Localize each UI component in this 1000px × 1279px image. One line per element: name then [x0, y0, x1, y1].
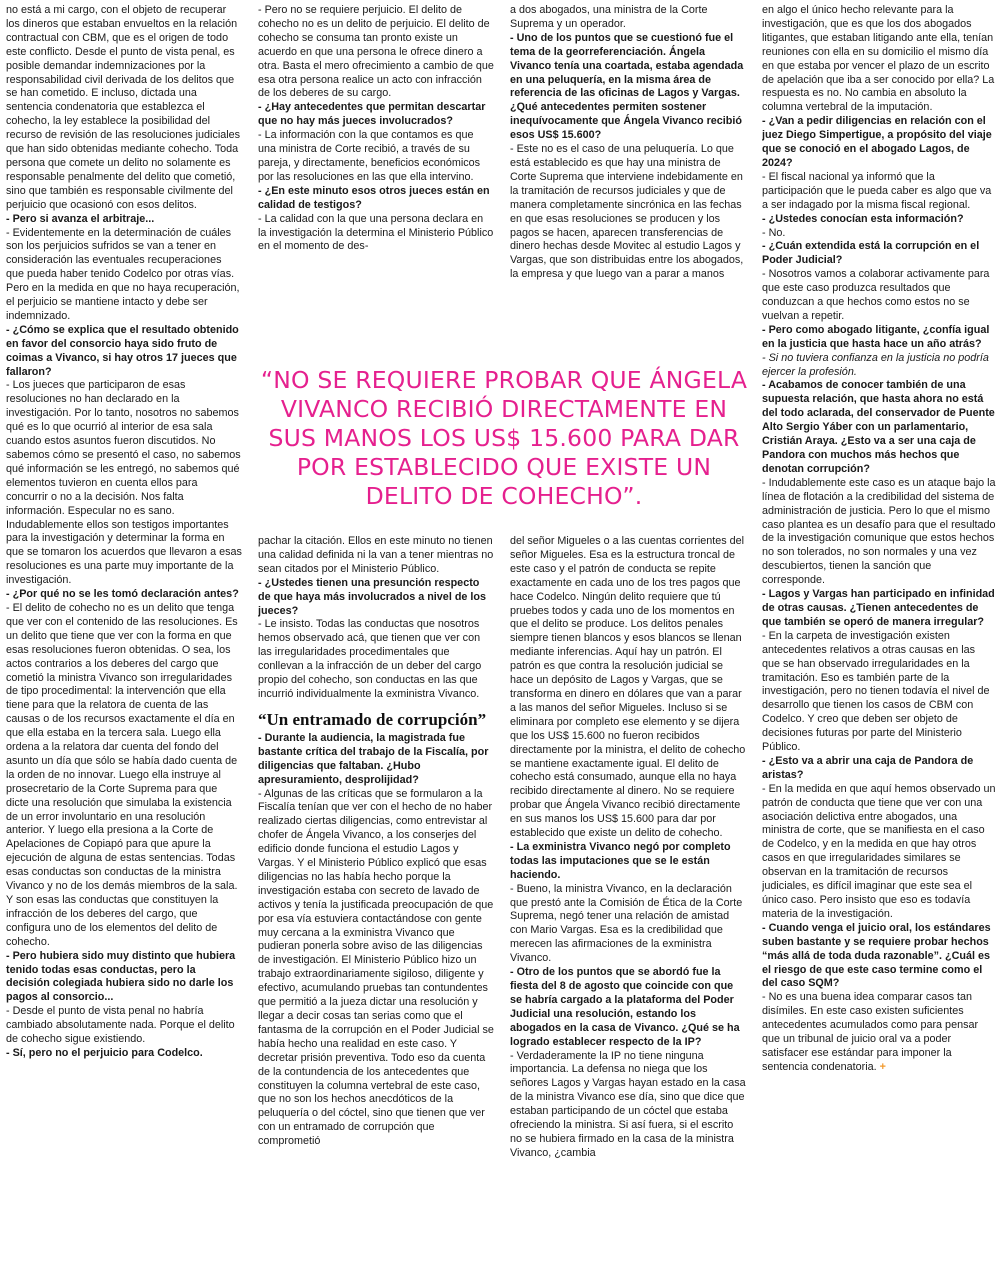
interview-question — [762, 588, 996, 630]
paragraph-text: en algo el único hecho relevante para la investigación, que es que los dos abogados litigantes, que estaban litigando ante ella, tenían reuniones con ella en su domicilio el mismo día en que estaba por vencer el plazo de un escrito de apelación que iba a ser conocido por ella? La respuesta es no. No cambia en absoluto la columna vertebral de la imputación. — [762, 4, 995, 114]
interview-question — [258, 185, 494, 213]
interview-question — [762, 115, 996, 171]
interview-answer — [258, 788, 494, 1150]
paragraph-text: - Lagos y Vargas han participado en infinidad de otras causas. ¿Tienen antecedentes de que también se operó de manera irregular? — [762, 588, 995, 628]
paragraph-text: a dos abogados, una ministra de la Corte Suprema y un operador. — [510, 4, 708, 30]
paragraph-text: - ¿Esto va a abrir una caja de Pandora de aristas? — [762, 754, 974, 781]
interview-answer — [762, 477, 996, 588]
paragraph-text: - No. — [762, 226, 786, 239]
paragraph-text: - ¿Cuán extendida está la corrupción en el Poder Judicial? — [762, 240, 980, 267]
interview-question — [6, 588, 242, 602]
paragraph-text: - ¿En este minuto esos otros jueces están en calidad de testigos? — [258, 184, 490, 211]
paragraph-text: - Indudablemente este caso es un ataque bajo la línea de flotación a la credibilidad del sistema de administración de justicia. Pero lo que el mismo caso plantea es un desafío para que el resultado de la investigación comunique que estos hechos no son tolerados, no son normales y una vez descubiertos, tienen la sanción que corresponde. — [762, 476, 996, 587]
interview-answer — [762, 630, 996, 755]
interview-answer — [762, 268, 996, 324]
interview-answer — [510, 4, 746, 32]
paragraph-text: no está a mi cargo, con el objeto de recuperar los dineros que estaban envueltos en la relación contractual con CBM, que es el origen de todo este conflicto. Desde el punto de vista penal, es posible demandar indemnizaciones por la responsabilidad civil derivada de los delitos que se han cometido. E incluso, dictada una sentencia condenatoria que establezca el cohecho, la ley establece la posibilidad del recurso de revisión de las resoluciones judiciales que han sido obtenidas mediante cohecho. Toda persona que comete un delito no solamente es responsable penalmente del delito que cometió, sino que también es responsable civilmente del perjuicio que ocasionó con esos delitos. — [6, 4, 241, 211]
interview-question — [762, 213, 996, 227]
paragraph-text: - Verdaderamente la IP no tiene ninguna importancia. La defensa no niega que los señores Lagos y Vargas hayan estado en la casa de la ministra Vivanco ese día, sino que dice que estaban participando de un cóctel que estaba ofreciendo la ministra. Si así fuera, si el escrito no se hubiera firmado en la casa de la ministra Vivanco, ¿cambia — [510, 1049, 746, 1159]
interview-answer — [762, 4, 996, 115]
interview-answer — [6, 227, 242, 324]
interview-answer — [762, 783, 996, 922]
interview-answer — [762, 171, 996, 213]
paragraph-text: - Evidentemente en la determinación de cuáles son los perjuicios sufridos se van a tener en consideración las eventuales recuperaciones que pueda haber tenido Codelco por otras vías. Pero en la medida en que no haya recuperación, el perjuicio se mantiene intacto y debe ser indemnizado. — [6, 226, 240, 322]
end-of-article-mark: + — [876, 1060, 886, 1073]
paragraph-text: - Otro de los puntos que se abordó fue la fiesta del 8 de agosto que coincide con que se habría cargado a la plataforma del Poder Judicial una resolución, estando los abogados en la casa de Vivanco. ¿Qué se ha logrado establecer respecto de la IP? — [510, 966, 740, 1048]
interview-answer — [258, 535, 494, 577]
interview-question — [258, 577, 494, 619]
paragraph-text: - No es una buena idea comparar casos tan disímiles. En este caso existen suficientes antecedentes acumulados como para pensar que un tribunal de juicio oral va a poder satisfacer ese estándar para imponer la sentencia condenatoria. — [762, 991, 979, 1073]
paragraph-text: - La exministra Vivanco negó por completo todas las imputaciones que se le están haciendo. — [510, 840, 731, 881]
paragraph-text: - En la carpeta de investigación existen antecedentes relativos a otras causas en las que se han observado irregularidades en la tramitación. Eso es también parte de la investigación, pero no tienen todavía el nivel de desarrollo que tienen los casos de CBM con Codelco. Y creo que deben ser objeto de decisiones futuras por parte del Ministerio Público. — [762, 629, 990, 754]
paragraph-text: “Un entramado de corrupción” — [258, 709, 487, 729]
paragraph-text: - Nosotros vamos a colaborar activamente para que este caso produzca resultados que conduzcan a que hechos como estos no se vuelvan a repetir. — [762, 268, 990, 322]
interview-answer — [510, 535, 746, 841]
interview-answer — [762, 352, 996, 380]
paragraph-text: - Si no tuviera confianza en la justicia no podría ejercer la profesión. — [762, 351, 989, 378]
interview-answer — [258, 4, 494, 101]
interview-question — [258, 732, 494, 788]
interview-question — [762, 922, 996, 992]
article-column-2-top — [258, 4, 494, 342]
paragraph-text: - En la medida en que aquí hemos observado un patrón de conducta que tiene que ver con una asociación delictiva entre abogados, una ministra de corte, que se manifiesta en el caso de Codelco, y en la medida en que hay otros casos en que irregularidades similares se observan en la tramitación de recursos judiciales, es difícil imaginar que este sea el único caso. Pero insisto que eso es todavía materia de la investigación. — [762, 782, 996, 920]
paragraph-text: - ¿Ustedes conocían esta información? — [762, 212, 964, 225]
interview-answer — [258, 618, 494, 701]
article-column-3-bottom — [510, 535, 746, 1276]
interview-question — [510, 32, 746, 143]
interview-answer — [510, 1050, 746, 1161]
paragraph-text: - Pero como abogado litigante, ¿confía igual en la justicia que hasta hace un año atrás? — [762, 323, 990, 350]
interview-answer — [258, 129, 494, 185]
interview-question — [762, 755, 996, 783]
pull-quote: “NO SE REQUIERE PROBAR QUE ÁNGELA VIVANCO RECIBIÓ DIRECTAMENTE EN SUS MANOS LOS US$ 15.600 PARA DAR POR ESTABLECIDO QUE EXISTE UN DELITO DE COHECHO”. — [260, 366, 748, 510]
paragraph-text: - La información con la que contamos es que una ministra de Corte recibió, a través de su pareja, y directamente, beneficios económicos por las resoluciones en las que ella intervino. — [258, 129, 481, 183]
paragraph-text: - Desde el punto de vista penal no habría cambiado absolutamente nada. Porque el delito de cohecho sigue existiendo. — [6, 1005, 235, 1046]
paragraph-text: - Durante la audiencia, la magistrada fue bastante crítica del trabajo de la Fiscalía, por diligencias que faltaban. ¿Hubo apresuramiento, desprolijidad? — [258, 731, 489, 786]
interview-question — [762, 324, 996, 352]
interview-question — [510, 841, 746, 883]
section-subheading — [258, 710, 494, 730]
paragraph-text: - El fiscal nacional ya informó que la participación que le pueda caber es algo que va a ser indagado por la misma fiscal regional. — [762, 170, 992, 211]
interview-question — [510, 966, 746, 1049]
interview-question — [6, 213, 242, 227]
interview-answer — [762, 227, 996, 241]
paragraph-text: - Cuando venga el juicio oral, los estándares suben bastante y se requiere probar hechos “más allá de toda duda razonable”. ¿Cuál es el riesgo de que este caso termine como el del caso SQM? — [762, 921, 991, 990]
interview-answer — [6, 4, 242, 213]
paragraph-text: - ¿Ustedes tienen una presunción respecto de que haya más involucrados a nivel de los jueces? — [258, 576, 487, 617]
paragraph-text: - Sí, pero no el perjuicio para Codelco. — [6, 1046, 203, 1059]
paragraph-text: - Uno de los puntos que se cuestionó fue el tema de la georreferenciación. Ángela Vivanco tenía una coartada, estaba agendada en una peluquería, en la misma área de referencia de las oficinas de Lagos y Vargas. ¿Qué antecedentes permiten sostener inequívocamente que Ángela Vivanco recibió esos US$ 15.600? — [510, 31, 744, 142]
paragraph-text: - Pero hubiera sido muy distinto que hubiera tenido todas esas conductas, pero la decisión colegiada hubiera sido no darle los pagos al consorcio... — [6, 949, 236, 1004]
paragraph-text: - Bueno, la ministra Vivanco, en la declaración que prestó ante la Comisión de Ética de la Corte Suprema, negó tener una relación de amistad con Mario Vargas. Esa es la credibilidad que merecen las afirmaciones de la exministra Vivanco. — [510, 882, 743, 965]
interview-answer — [6, 602, 242, 950]
paragraph-text: - Acabamos de conocer también de una supuesta relación, que hasta ahora no está del todo aclarada, del conservador de Puente Alto Sergio Yáber con un parlamentario, Cristián Araya. ¿Esto va a ser una caja de Pandora con muchos más hechos que denotan corrupción? — [762, 379, 995, 475]
paragraph-text: - ¿Van a pedir diligencias en relación con el juez Diego Simpertigue, a propósito del viaje que se conoció en el abogado Lagos, de 2024? — [762, 115, 992, 169]
interview-answer — [258, 213, 494, 255]
interview-answer — [6, 379, 242, 588]
interview-answer — [762, 991, 996, 1074]
paragraph-text: del señor Migueles o a las cuentas corrientes del señor Migueles. Esa es la estructura troncal de este caso y el patrón de conducta se repite exactamente en cada uno de los tres pagos que hace Codelco. Ningún delito requiere que tú pruebes todos y cada uno de los momentos en que el delito se produce. Los delitos penales siempre tienen blancos y esos blancos se llenan mediante inferencias. Aquí hay un patrón. El patrón es que contra la resolución judicial se hace un depósito de Lagos y Vargas, que se transforma en dinero en dólares que van a parar a las manos del señor Migueles. Incluso si se eliminara por completo ese elemento y se dijera que los US$ 15.600 no fueron recibidos directamente por la ministra, el delito de cohecho se mantiene exactamente igual. El delito de cohecho está consumado, aunque ella no haya recibido directamente al dinero. No se requiere probar que Ángela Vivanco recibió directamente en sus manos los US$ 15.600 para dar por establecido que existe un delito de cohecho. — [510, 535, 746, 840]
paragraph-text: - ¿Cómo se explica que el resultado obtenido en favor del consorcio haya sido fruto de coimas a Vivanco, si hay otros 17 jueces que fallaron? — [6, 323, 239, 378]
paragraph-text: - El delito de cohecho no es un delito que tenga que ver con el contenido de las resoluciones. Es un delito que tiene que ver con la forma en que esas resoluciones fueron obtenidas. O sea, los actos contrarios a los deberes del cargo que cometió la ministra Vivanco son irregularidades de tipo procedimental: la intervención que ella tiene para que la relatora de cuenta de las causas o de los recursos exactamente el día en que ella estaba en la tercera sala. Luego ella ordena a la relatora dar cuenta del fondo del asunto un día que sólo se había dado cuenta de la orden de no innovar. Luego ella instruye al prosecretario de la Corte Suprema para que dicte una resolución que simulaba la existencia de un error involuntario en una resolución anterior. Y luego ella presiona a la Corte de Apelaciones de Copiapó para que apure la ejecución de alguna de estas sentencias. Todas esas conductas son conductas de la ministra Vivanco y no de los demás miembros de la sala. Y son esas las conductas que constituyen la infracción de los deberes del cargo, que configura uno de los elementos del delito de cohecho. — [6, 601, 238, 948]
paragraph-text: - Pero no se requiere perjuicio. El delito de cohecho no es un delito de perjuicio. El delito de cohecho se consuma tan pronto existe un acuerdo en que una persona le ofrece dinero a otra. Basta el mero ofrecimiento a cambio de que esa otra persona realice un acto con infracción de los deberes de su cargo. — [258, 4, 494, 100]
paragraph-text: - Le insisto. Todas las conductas que nosotros hemos observado acá, que tienen que ver con las irregularidades procedimentales que conllevan a la infracción de un deber del cargo propio del cohecho, son conductas en las que incurrió individualmente la exministra Vivanco. — [258, 618, 482, 700]
interview-question — [6, 950, 242, 1006]
interview-question — [258, 101, 494, 129]
interview-question — [762, 240, 996, 268]
article-column-2-bottom — [258, 535, 494, 1276]
paragraph-text: - ¿Por qué no se les tomó declaración antes? — [6, 588, 239, 601]
paragraph-text: - Algunas de las críticas que se formularon a la Fiscalía tenían que ver con el hecho de no haber realizado ciertas diligencias, como entrevistar al chofer de Ángela Vivanco, a los conserjes del edificio donde funciona el estudio Lagos y Vargas. Y el Ministerio Público explicó que esas diligencias no las había hecho porque la investigación estaba con secreto de lavado de activos y tenía la justificada preocupación de que por esa vía estuviera contactándose con gente muy cercana a la exministra Vivanco que pudieran ponerla sobre aviso de las diligencias de investigación. El Ministerio Público hizo un trabajo extraordinariamente sigiloso, diligente y efectivo, acumulando pruebas tan contundentes que permitió a la jueza dictar una resolución y llegar a decir cosas tan serias como que el fantasma de la corrupción en el Poder Judicial se había hecho una realidad en este caso. Y decretar prisión preventiva. Todo eso da cuenta de la contundencia de los antecedentes que constituyen la columna vertebral de este caso, que no son los hechos anecdóticos de la peluquería o del cóctel, sino que tienen que ver con un entramado de corrupción que comprometió — [258, 787, 494, 1148]
paragraph-text: - La calidad con la que una persona declara en la investigación la determina el Ministerio Público en el momento de des- — [258, 212, 494, 253]
interview-answer — [6, 1005, 242, 1047]
interview-question — [762, 379, 996, 476]
article-column-4 — [762, 4, 996, 1276]
paragraph-text: - Este no es el caso de una peluquería. Lo que está establecido es que hay una ministra de Corte Suprema que interviene indebidamente en la tramitación de recursos judiciales y que de manera completamente sincrónica en las fechas en que esas resoluciones se producen y los pagos se hacen, aparecen transferencias de dinero hechas desde Movitec al estudio Lagos y Vargas, que son distribuidas entre los abogados, la empresa y que luego van a parar a manos — [510, 143, 744, 281]
paragraph-text: - Los jueces que participaron de esas resoluciones no han declarado en la investigación. Por lo tanto, nosotros no sabemos qué es lo que ocurrió al interior de esa sala cuando estos asuntos fueron discutidos. No sabemos cómo se presentó el caso, no sabemos qué información se les entregó, no sabemos qué elementos tuvieron en cuenta ellos para concurrir o no a la decisión. Nos falta información. Especular no es sano. Indudablemente ellos son testigos importantes para la investigación y determinar la forma en que se tomaron los acuerdos que llevaron a esas resoluciones es una parte muy importante de la investigación. — [6, 379, 242, 587]
paragraph-text: - ¿Hay antecedentes que permitan descartar que no hay más jueces involucrados? — [258, 101, 486, 128]
interview-question — [6, 324, 242, 380]
interview-question — [6, 1047, 242, 1061]
interview-answer — [510, 883, 746, 966]
article-column-1 — [6, 4, 242, 1276]
interview-answer — [510, 143, 746, 282]
paragraph-text: pachar la citación. Ellos en este minuto no tienen una calidad definida ni la van a tener mientras no sean citados por el Ministerio Público. — [258, 535, 494, 575]
paragraph-text: - Pero si avanza el arbitraje... — [6, 212, 155, 225]
article-column-3-top — [510, 4, 746, 342]
